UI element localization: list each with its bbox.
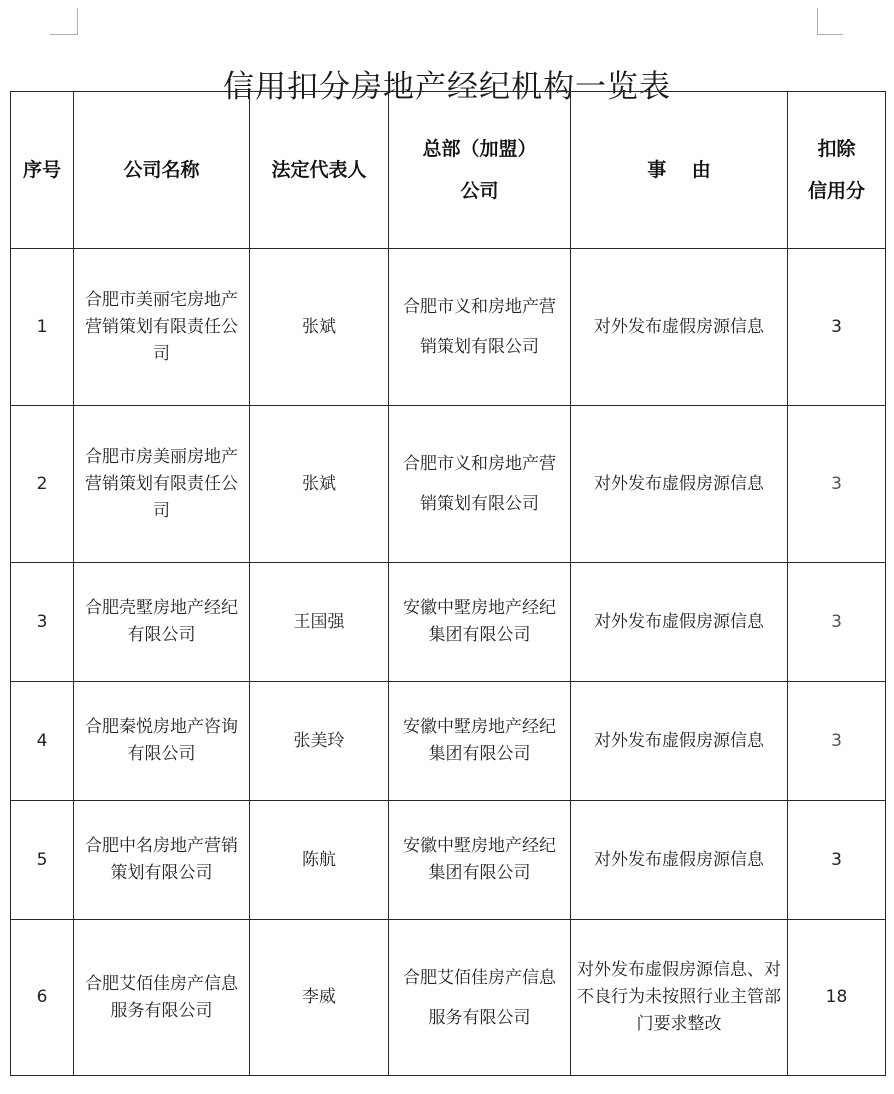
table-row	[11, 920, 886, 1076]
document-title: 信用扣分房地产经纪机构一览表	[223, 68, 671, 105]
cell-legal-rep: 李威	[250, 920, 389, 1076]
table-row	[11, 801, 886, 920]
header-company: 公司名称	[74, 92, 250, 249]
cell-score: 3	[788, 563, 886, 682]
cell-reason: 对外发布虚假房源信息	[571, 406, 788, 563]
table-row	[11, 406, 886, 563]
cell-reason: 对外发布虚假房源信息	[571, 563, 788, 682]
cell-score: 18	[788, 920, 886, 1076]
cell-score: 3	[788, 406, 886, 563]
table-header-row	[11, 92, 886, 249]
cell-company: 合肥市美丽宅房地产营销策划有限责任公司	[74, 249, 250, 406]
page-corner-mark-top-right	[817, 8, 843, 35]
cell-score: 3	[788, 249, 886, 406]
cell-hq: 安徽中墅房地产经纪集团有限公司	[389, 682, 571, 801]
header-score	[788, 92, 886, 249]
header-score-line2: 信用分	[807, 180, 865, 202]
cell-reason: 对外发布虚假房源信息、对不良行为未按照行业主管部门要求整改	[571, 920, 788, 1076]
header-hq-line2: 公司	[460, 180, 499, 202]
cell-legal-rep: 张斌	[250, 249, 389, 406]
cell-hq: 安徽中墅房地产经纪集团有限公司	[389, 563, 571, 682]
cell-legal-rep: 张斌	[250, 406, 389, 563]
header-legal-rep: 法定代表人	[250, 92, 389, 249]
cell-company: 合肥秦悦房地产咨询有限公司	[74, 682, 250, 801]
cell-hq: 合肥市义和房地产营销策划有限公司	[389, 249, 571, 406]
header-hq-line1: 总部（加盟）	[422, 138, 537, 160]
table-row	[11, 563, 886, 682]
cell-score: 3	[788, 682, 886, 801]
cell-legal-rep: 王国强	[250, 563, 389, 682]
header-reason: 事 由	[571, 92, 788, 249]
cell-legal-rep: 张美玲	[250, 682, 389, 801]
cell-index: 4	[11, 682, 74, 801]
cell-reason: 对外发布虚假房源信息	[571, 801, 788, 920]
cell-index: 1	[11, 249, 74, 406]
cell-company: 合肥市房美丽房地产营销策划有限责任公司	[74, 406, 250, 563]
cell-company: 合肥艾佰佳房产信息服务有限公司	[74, 920, 250, 1076]
cell-company: 合肥壳墅房地产经纪有限公司	[74, 563, 250, 682]
header-score-line1: 扣除	[817, 138, 856, 160]
cell-reason: 对外发布虚假房源信息	[571, 249, 788, 406]
header-index: 序号	[11, 92, 74, 249]
cell-index: 6	[11, 920, 74, 1076]
cell-hq: 安徽中墅房地产经纪集团有限公司	[389, 801, 571, 920]
cell-index: 2	[11, 406, 74, 563]
cell-index: 5	[11, 801, 74, 920]
credit-deduction-table	[10, 91, 886, 1076]
table-row	[11, 682, 886, 801]
header-hq	[389, 92, 571, 249]
cell-hq: 合肥艾佰佳房产信息服务有限公司	[389, 920, 571, 1076]
cell-index: 3	[11, 563, 74, 682]
page-corner-mark-top-left	[50, 8, 78, 35]
cell-reason: 对外发布虚假房源信息	[571, 682, 788, 801]
cell-legal-rep: 陈航	[250, 801, 389, 920]
table-row	[11, 249, 886, 406]
cell-score: 3	[788, 801, 886, 920]
cell-hq: 合肥市义和房地产营销策划有限公司	[389, 406, 571, 563]
cell-company: 合肥中名房地产营销策划有限公司	[74, 801, 250, 920]
